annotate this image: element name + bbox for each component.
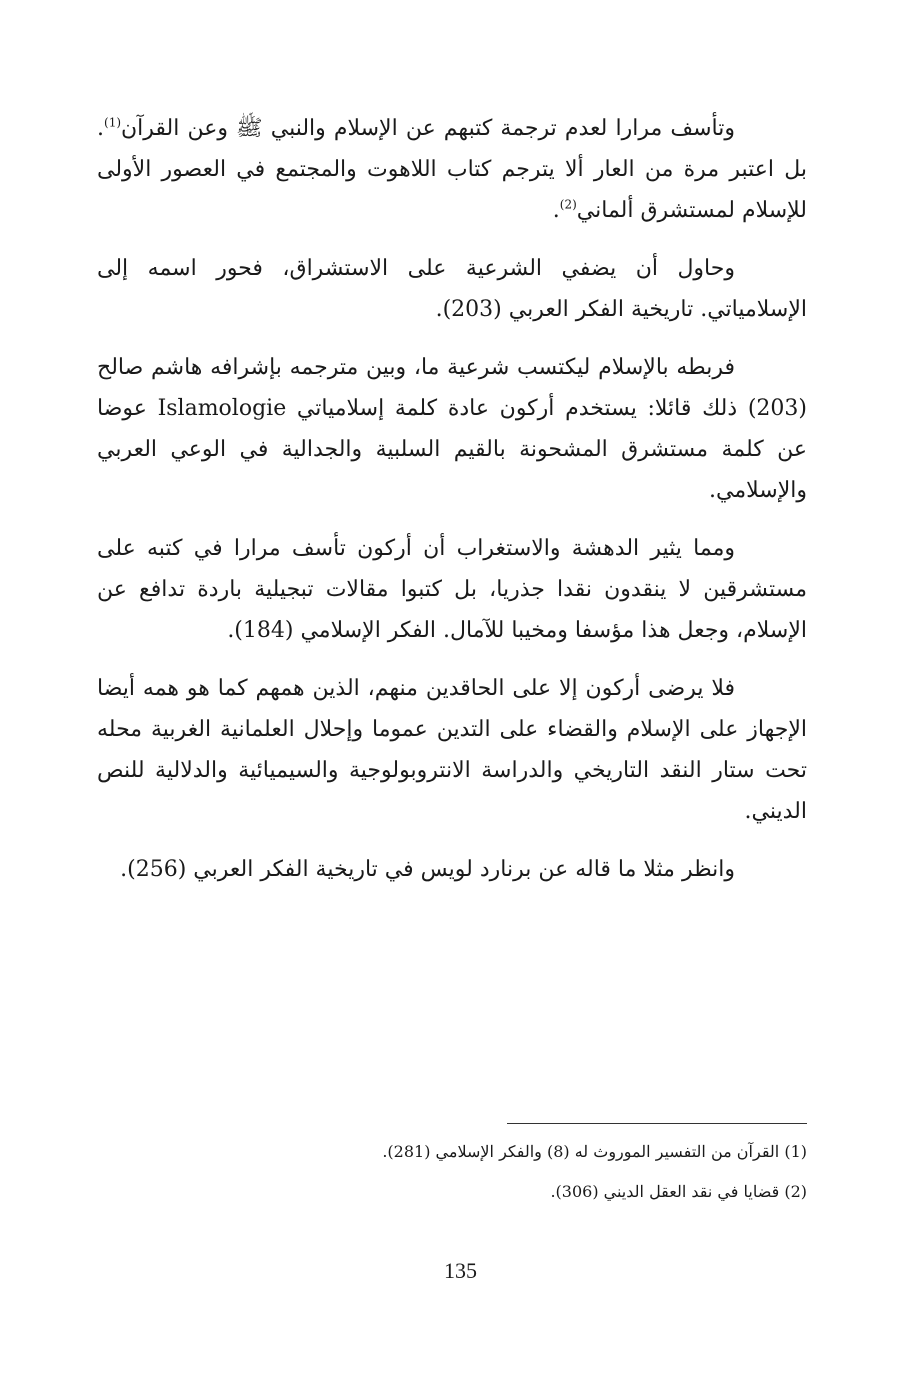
footnote-ref-2[interactable]: (2) [559,197,577,212]
body-text [97,108,807,907]
paragraph-1-text-before: وتأسف مرارا لعدم ترجمة كتبهم عن الإسلام والنبي ﷺ وعن القرآن [121,116,735,141]
footnote-1: (1) القرآن من التفسير الموروث له (8) والفكر الإسلامي (281). [382,1142,807,1161]
page-number: 135 [444,1258,477,1283]
paragraph-1 [97,108,807,231]
paragraph-3: فربطه بالإسلام ليكتسب شرعية ما، وبين مترجمه بإشرافه هاشم صالح (203) ذلك قائلا: يستخدم أركون عادة كلمة إسلامياتي Islamologie عوضا عن كلمة مستشرق المشحونة بالقيم السلبية والجدالية في الوعي العربي والإسلامي. [97,355,807,503]
footnote-divider [507,1123,807,1124]
paragraph-6: وانظر مثلا ما قاله عن برنارد لويس في تاريخية الفكر العربي (256). [120,857,735,882]
footnote-2: (2) قضايا في نقد العقل الديني (306). [550,1182,807,1201]
paragraph-1-text-after: . [552,198,560,223]
paragraph-4: ومما يثير الدهشة والاستغراب أن أركون تأسف مرارا في كتبه على مستشرقين لا ينقدون نقدا جذريا، بل كتبوا مقالات تبجيلية باردة تدافع عن الإسلام، وجعل هذا مؤسفا ومخيبا للآمال. الفكر الإسلامي (184). [97,536,807,643]
paragraph-2: وحاول أن يضفي الشرعية على الاستشراق، فحور اسمه إلى الإسلامياتي. تاريخية الفكر العربي (203). [97,256,807,322]
footnotes [97,1137,807,1217]
footnote-ref-1[interactable]: (1) [104,115,122,130]
paragraph-5: فلا يرضى أركون إلا على الحاقدين منهم، الذين همهم كما هو همه أيضا الإجهاز على الإسلام والقضاء على التدين عموما وإحلال العلمانية الغربية محله تحت ستار النقد التاريخي والدراسة الانتروبولوجية والسيميائية والدلالية للنص الديني. [97,676,807,824]
paragraph-1-text-middle: . بل اعتبر مرة من العار ألا يترجم كتاب اللاهوت والمجتمع في العصور الأولى للإسلام لمستشرق ألماني [97,116,807,223]
